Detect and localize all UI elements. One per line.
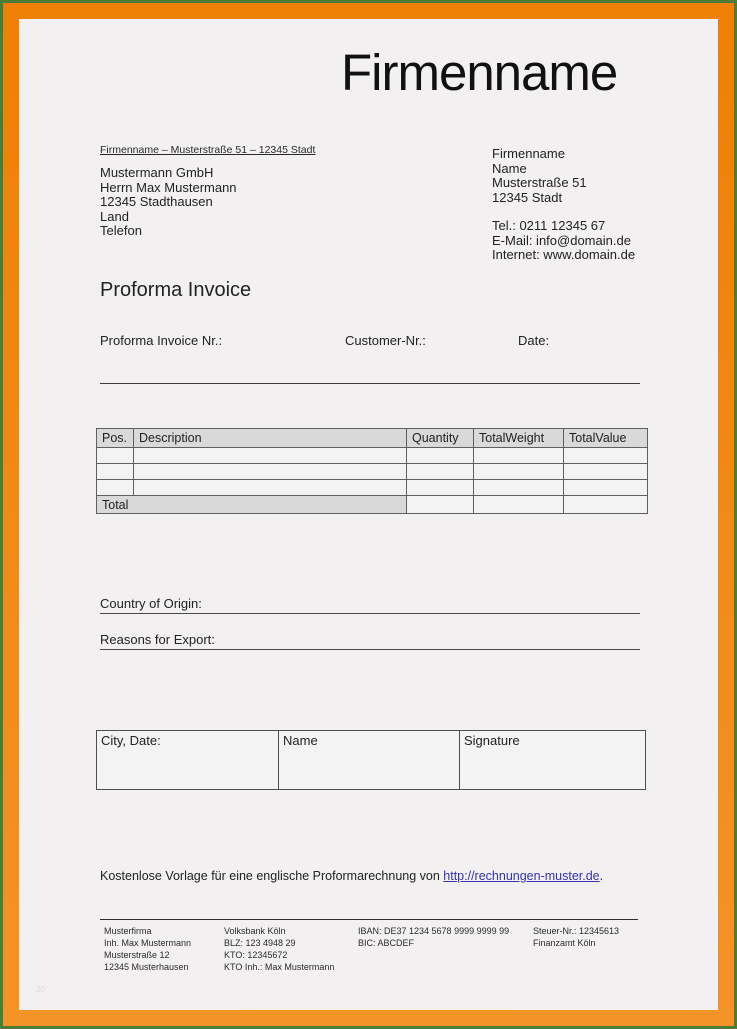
footer-line: KTO: 12345672	[224, 950, 288, 960]
date-label: Date:	[518, 333, 550, 348]
reasons-for-export-field: Reasons for Export:	[100, 632, 640, 650]
recipient-address-block	[100, 166, 237, 239]
items-header-totalweight: TotalWeight	[474, 429, 564, 448]
company-address-line: Musterstraße 51	[492, 175, 587, 190]
customer-number-label: Customer-Nr.:	[345, 333, 426, 348]
template-credit-line	[100, 869, 603, 883]
document-heading: Proforma Invoice	[100, 279, 252, 301]
footer-line: Finanzamt Köln	[533, 938, 596, 948]
items-header-row	[97, 429, 648, 448]
sender-address-line: Firmenname – Musterstraße 51 – 12345 Stadt	[100, 144, 316, 156]
items-empty-row	[97, 464, 648, 480]
line-items-table	[96, 428, 648, 514]
recipient-line: Telefon	[100, 223, 142, 238]
items-header-pos: Pos.	[97, 429, 134, 448]
footer-line: Musterstraße 12	[104, 950, 170, 960]
template-source-link[interactable]: http://rechnungen-muster.de	[443, 869, 600, 883]
company-website: Internet: www.domain.de	[492, 247, 636, 262]
footer-line: Inh. Max Mustermann	[104, 938, 192, 948]
footer-line: BLZ: 123 4948 29	[224, 938, 296, 948]
footer-line: Musterfirma	[104, 926, 152, 936]
country-of-origin-field: Country of Origin:	[100, 596, 640, 614]
footer-company-column	[104, 925, 191, 973]
footer-line: KTO Inh.: Max Mustermann	[224, 962, 335, 972]
company-address-block	[492, 147, 587, 205]
invoice-page	[19, 19, 718, 1010]
company-address-line: 12345 Stadt	[492, 189, 563, 205]
company-phone: Tel.: 0211 12345 67	[492, 218, 606, 233]
footer-iban-column	[358, 925, 509, 949]
footer-line: Steuer-Nr.: 12345613	[533, 926, 620, 936]
items-empty-row	[97, 480, 648, 496]
city-date-cell: City, Date:	[97, 731, 279, 790]
company-email: E-Mail: info@domain.de	[492, 232, 631, 248]
signature-table	[96, 730, 646, 790]
items-header-description: Description	[134, 429, 407, 448]
signature-cell: Signature	[460, 731, 646, 790]
company-title: Firmenname	[341, 44, 618, 101]
recipient-line: Herrn Max Mustermann	[100, 179, 237, 195]
company-address-line: Name	[492, 160, 527, 176]
recipient-line: Mustermann GmbH	[100, 165, 214, 180]
items-header-totalvalue: TotalValue	[564, 429, 648, 448]
template-credit-suffix: .	[599, 869, 604, 883]
items-total-label: Total	[97, 496, 407, 514]
recipient-line: Land	[100, 208, 129, 224]
footer-line: 12345 Musterhausen	[104, 962, 189, 972]
reference-divider	[100, 383, 640, 384]
footer-divider	[100, 919, 638, 920]
name-cell: Name	[279, 731, 460, 790]
footer-line: Volksbank Köln	[224, 926, 286, 936]
recipient-line: 12345 Stadthausen	[100, 194, 213, 209]
footer-bank-column	[224, 925, 334, 973]
items-total-row	[97, 496, 648, 514]
template-credit-text: Kostenlose Vorlage für eine englische Proformarechnung von	[100, 869, 444, 883]
footer-tax-column	[533, 925, 619, 949]
invoice-number-label: Proforma Invoice Nr.:	[100, 333, 223, 348]
footer-line: BIC: ABCDEF	[358, 938, 415, 948]
items-header-quantity: Quantity	[407, 429, 474, 448]
company-contact-block	[492, 219, 635, 263]
page-watermark: 20	[36, 985, 45, 994]
footer-line: IBAN: DE37 1234 5678 9999 9999 99	[358, 926, 510, 936]
items-empty-row	[97, 448, 648, 464]
company-address-line: Firmenname	[492, 146, 565, 161]
page-frame	[3, 3, 734, 1026]
